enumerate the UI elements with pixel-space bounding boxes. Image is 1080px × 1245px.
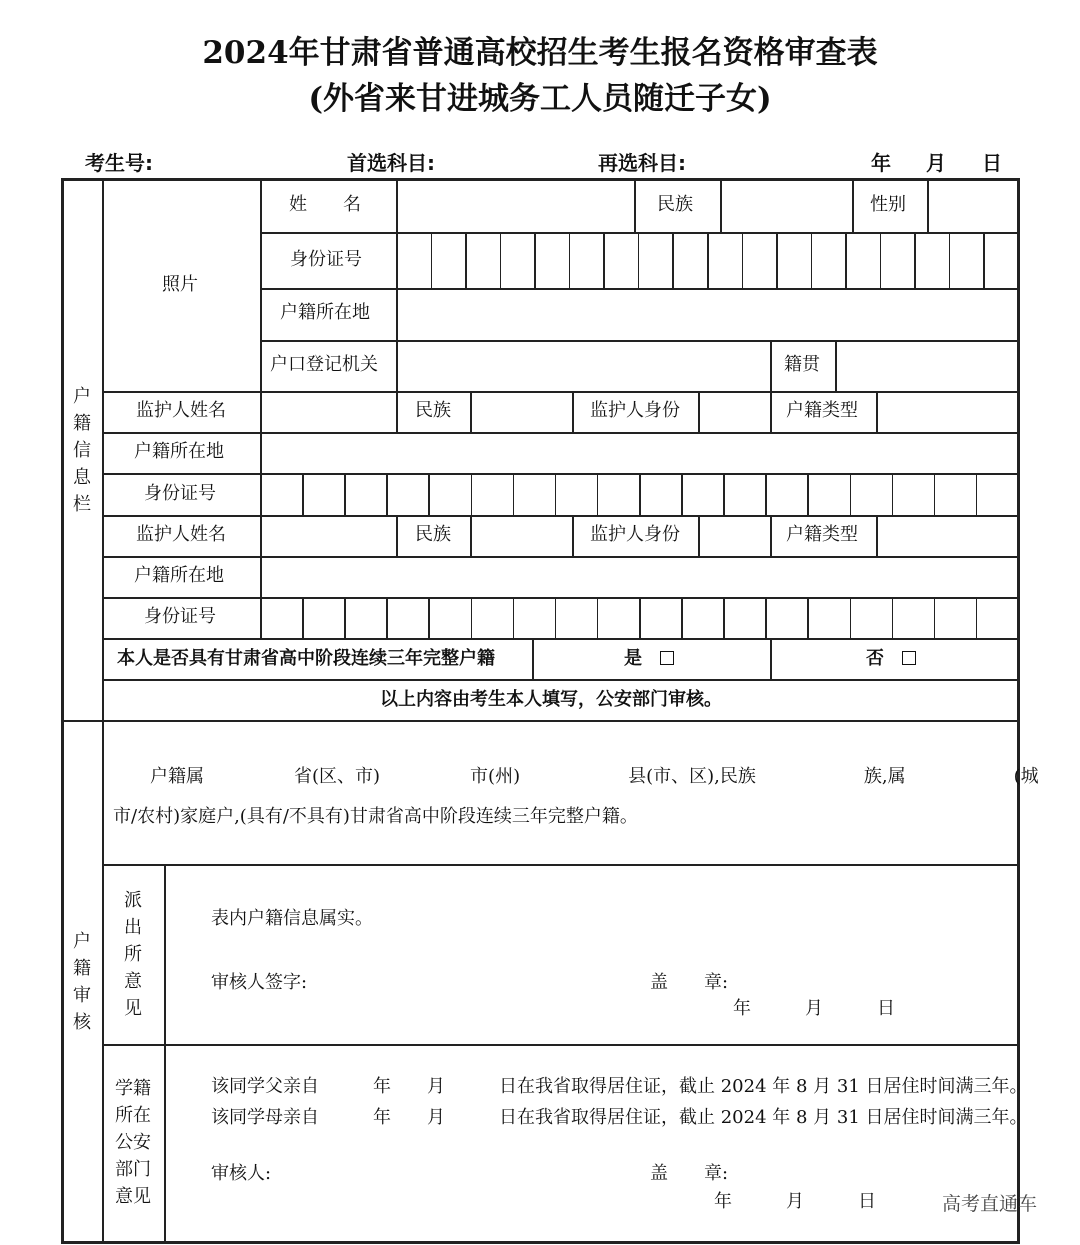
table-line — [500, 232, 502, 288]
table-line — [102, 864, 1018, 866]
table-line — [572, 391, 574, 432]
table-line — [555, 597, 557, 639]
table-line — [597, 597, 599, 639]
table-line — [344, 597, 346, 639]
yes-option[interactable] — [624, 650, 674, 668]
table-line — [927, 178, 929, 232]
table-line — [934, 597, 936, 639]
guardian2-location-label: 户籍所在地 — [134, 565, 224, 586]
table-line — [428, 597, 430, 639]
table-line — [164, 864, 166, 1242]
table-line — [597, 473, 599, 515]
police-signer-label: 审核人签字: — [211, 972, 308, 993]
police-seal-label: 盖 章: — [650, 972, 729, 993]
table-line — [698, 515, 700, 556]
school-seal-label: 盖 章: — [650, 1163, 729, 1184]
table-line — [102, 515, 1018, 517]
table-line — [102, 638, 1018, 640]
guardian2-ethnicity-label: 民族 — [415, 524, 451, 545]
table-line — [386, 473, 388, 515]
continuous-hukou-question: 本人是否具有甘肃省高中阶段连续三年完整户籍 — [117, 648, 495, 669]
mother-residence-line: 该同学母亲自 年 月 日在我省取得居住证，截止 2024 年 8 月 31 日居住时间满三年。 — [211, 1107, 1028, 1128]
form-subtitle: (外省来甘进城务工人员随迁子女) — [308, 81, 772, 117]
ethnicity-label: 民族 — [657, 194, 693, 215]
table-line — [770, 515, 772, 556]
table-line — [976, 597, 978, 639]
table-line — [428, 473, 430, 515]
table-line — [471, 473, 473, 515]
guardian2-name-label: 监护人姓名 — [136, 524, 226, 545]
school-signer-label: 审核人: — [211, 1163, 272, 1184]
table-line — [835, 340, 837, 391]
table-line — [949, 232, 951, 288]
table-line — [102, 432, 1018, 434]
police-station-label: 派出所意见 — [124, 890, 142, 1019]
side-label-hukou-review: 户籍审核 — [73, 931, 91, 1033]
table-line — [465, 232, 467, 288]
table-line — [850, 473, 852, 515]
guardian1-ethnicity-label: 民族 — [415, 400, 451, 421]
school-police-label: 学籍所在公安部门意见 — [115, 1078, 151, 1207]
table-line — [61, 720, 1018, 722]
table-line — [470, 515, 472, 556]
table-line — [431, 232, 433, 288]
yes-checkbox[interactable] — [660, 651, 674, 665]
table-line — [850, 597, 852, 639]
guardian1-name-label: 监护人姓名 — [136, 400, 226, 421]
table-line — [770, 391, 772, 432]
header-month: 月 — [926, 151, 946, 175]
table-line — [672, 232, 674, 288]
table-line — [976, 473, 978, 515]
table-line — [470, 391, 472, 432]
table-line — [513, 597, 515, 639]
yes-label: 是 — [624, 648, 642, 669]
table-line — [876, 391, 878, 432]
table-line — [513, 473, 515, 515]
guardian2-hukou-type-label: 户籍类型 — [786, 524, 858, 545]
table-line — [396, 178, 398, 391]
table-line — [102, 178, 104, 1242]
table-line — [914, 232, 916, 288]
name-label: 姓 名 — [289, 194, 361, 215]
table-line — [776, 232, 778, 288]
table-line — [876, 515, 878, 556]
table-line — [770, 340, 772, 391]
table-line — [396, 515, 398, 556]
table-line — [638, 232, 640, 288]
watermark: 高考直通车 — [942, 1193, 1038, 1215]
table-line — [302, 473, 304, 515]
guardian2-id-label: 身份证号 — [144, 606, 216, 627]
table-line — [845, 232, 847, 288]
photo-placeholder[interactable]: 照片 — [162, 274, 198, 295]
table-line — [892, 597, 894, 639]
table-line — [260, 340, 1018, 342]
table-line — [534, 232, 536, 288]
table-line — [102, 597, 1018, 599]
no-option[interactable] — [866, 650, 916, 668]
table-line — [723, 597, 725, 639]
table-line — [765, 597, 767, 639]
first-subject-label: 首选科目: — [347, 151, 435, 175]
table-line — [102, 1044, 1018, 1046]
table-line — [396, 391, 398, 432]
hukou-statement-line2: 市/农村)家庭户,(具有/不具有)甘肃省高中阶段连续三年完整户籍。 — [113, 806, 638, 827]
table-line — [852, 178, 854, 232]
guardian1-hukou-type-label: 户籍类型 — [786, 400, 858, 421]
table-line — [723, 473, 725, 515]
table-line — [639, 597, 641, 639]
table-line — [770, 638, 772, 679]
no-checkbox[interactable] — [902, 651, 916, 665]
police-verify-text: 表内户籍信息属实。 — [211, 908, 373, 929]
native-place-label: 籍贯 — [784, 354, 820, 375]
table-line — [102, 391, 1018, 393]
guardian1-identity-label: 监护人身份 — [590, 400, 680, 421]
table-line — [61, 178, 64, 1244]
table-line — [102, 679, 1018, 681]
table-line — [569, 232, 571, 288]
table-line — [639, 473, 641, 515]
hukou-location-label: 户籍所在地 — [280, 302, 370, 323]
school-date: 年 月 日 — [714, 1191, 876, 1212]
header-day: 日 — [982, 151, 1002, 175]
fill-note: 以上内容由考生本人填写，公安部门审核。 — [380, 689, 722, 710]
guardian1-location-label: 户籍所在地 — [134, 441, 224, 462]
table-line — [260, 288, 1018, 290]
no-label: 否 — [866, 648, 884, 669]
table-line — [880, 232, 882, 288]
table-line — [260, 178, 262, 638]
table-line — [983, 232, 985, 288]
table-line — [720, 178, 722, 232]
table-line — [811, 232, 813, 288]
table-line — [807, 597, 809, 639]
table-line — [698, 391, 700, 432]
table-line — [807, 473, 809, 515]
table-line — [61, 1241, 1020, 1244]
side-label-hukou-info: 户籍信息栏 — [73, 386, 91, 515]
id-label: 身份证号 — [290, 249, 362, 270]
table-line — [681, 473, 683, 515]
table-line — [532, 638, 534, 679]
form-title: 2024年甘肃省普通高校招生考生报名资格审查表 — [202, 35, 878, 71]
table-line — [102, 556, 1018, 558]
table-line — [634, 178, 636, 232]
hukou-statement-line1: 户籍属 省(区、市) 市(州) 县(市、区),民族 族,属 (城 — [150, 766, 1039, 787]
table-line — [742, 232, 744, 288]
gender-label: 性别 — [870, 194, 906, 215]
father-residence-line: 该同学父亲自 年 月 日在我省取得居住证，截止 2024 年 8 月 31 日居住时间满三年。 — [211, 1076, 1028, 1097]
table-line — [681, 597, 683, 639]
table-line — [707, 232, 709, 288]
table-line — [386, 597, 388, 639]
header-year: 年 — [871, 151, 891, 175]
guardian1-id-label: 身份证号 — [144, 483, 216, 504]
table-line — [572, 515, 574, 556]
police-date: 年 月 日 — [733, 998, 895, 1019]
table-line — [471, 597, 473, 639]
table-line — [765, 473, 767, 515]
table-line — [302, 597, 304, 639]
table-line — [102, 473, 1018, 475]
table-line — [892, 473, 894, 515]
table-line — [603, 232, 605, 288]
table-line — [61, 178, 1020, 181]
hukou-authority-label: 户口登记机关 — [270, 354, 378, 375]
table-line — [555, 473, 557, 515]
exam-no-label: 考生号: — [85, 151, 153, 175]
second-subject-label: 再选科目: — [598, 151, 686, 175]
guardian2-identity-label: 监护人身份 — [590, 524, 680, 545]
table-line — [344, 473, 346, 515]
table-line — [934, 473, 936, 515]
